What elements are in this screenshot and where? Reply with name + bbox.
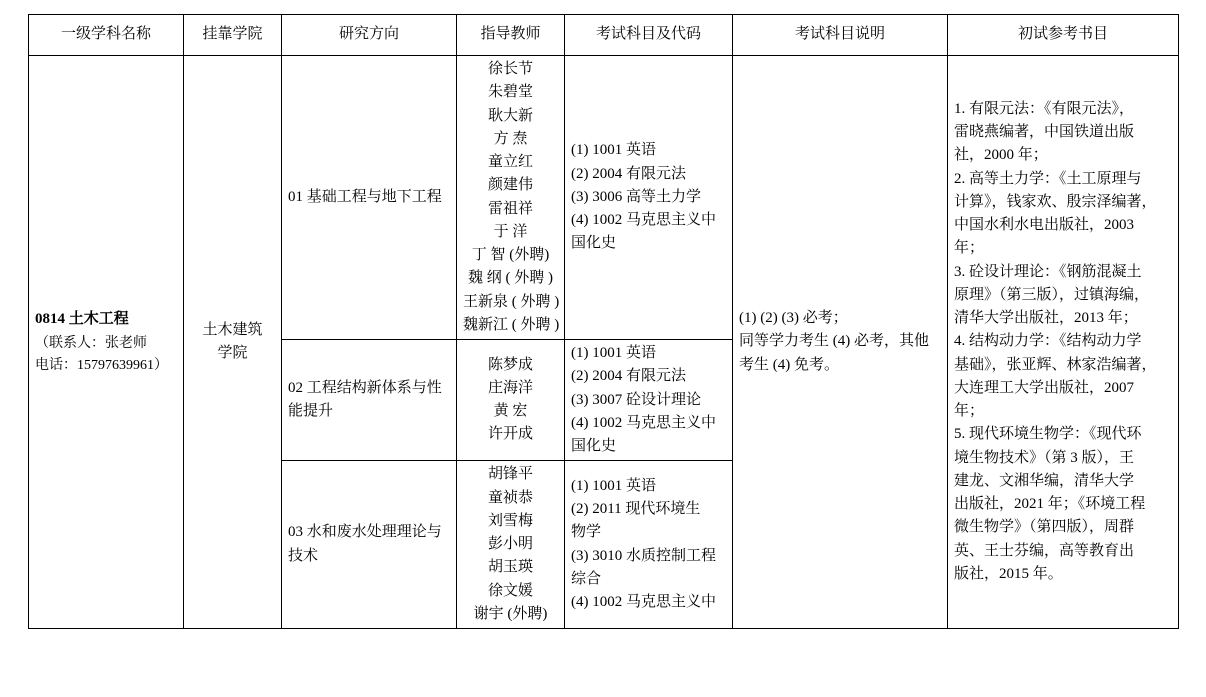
- subject-line: (3) 3007 砼设计理论: [571, 391, 701, 408]
- cell-teachers-02: [457, 340, 565, 461]
- college-line-2: 学院: [217, 345, 248, 361]
- teacher-name: 朱碧堂: [487, 84, 533, 101]
- discipline-name: 0814 土木工程: [35, 310, 129, 327]
- exam-note-line: (1) (2) (3) 必考；: [739, 310, 848, 327]
- book-line: 大连理工大学出版社，2007: [954, 379, 1135, 396]
- subject-line: (2) 2004 有限元法: [571, 368, 686, 385]
- teacher-name: 雷祖祥: [487, 200, 533, 217]
- book-line: 社，2000 年；: [954, 147, 1048, 164]
- book-line: 清华大学出版社，2013 年；: [954, 310, 1138, 327]
- subject-line: (2) 2011 现代环境生: [571, 501, 701, 518]
- book-line: 5. 现代环境生物学：《现代环: [954, 426, 1142, 443]
- book-line: 原理》（第三版），过镇海编，: [954, 286, 1150, 303]
- teacher-name: 黄 宏: [493, 403, 528, 420]
- book-line: 建龙、文湘华编，清华大学: [954, 472, 1135, 489]
- cell-subjects-01: [565, 56, 733, 340]
- teacher-name: 童立红: [487, 154, 533, 170]
- teacher-name: 童祯恭: [487, 489, 533, 506]
- subject-line: (2) 2004 有限元法: [571, 165, 686, 182]
- book-line: 计算》，钱家欢、殷宗泽编著，: [954, 193, 1157, 210]
- column-header-discipline: 一级学科名称: [29, 15, 184, 56]
- book-line: 境生物技术》（第 3 版），王: [954, 449, 1135, 466]
- cell-direction-03: 03 水和废水处理理论与技术: [282, 461, 457, 629]
- book-line: 2. 高等土力学：《土工原理与: [954, 170, 1142, 187]
- teacher-name: 许开成: [487, 426, 533, 443]
- teacher-name: 彭小明: [487, 536, 533, 552]
- teacher-name: 陈梦成: [487, 356, 533, 373]
- cell-teachers-03: [457, 461, 565, 629]
- cell-subjects-03: [565, 461, 733, 629]
- teacher-name: 胡玉瑛: [487, 559, 533, 576]
- subject-line: 物学: [571, 524, 602, 541]
- discipline-contact: （联系人：张老师: [35, 335, 147, 351]
- book-line: 1. 有限元法：《有限元法》，: [954, 100, 1135, 117]
- teacher-name: 方 焘: [493, 130, 528, 147]
- table-row: [29, 56, 1179, 340]
- column-header-books: 初试参考书目: [948, 15, 1179, 56]
- teacher-name: 谢宇 (外聘): [473, 605, 548, 622]
- cell-subjects-02: [565, 340, 733, 461]
- column-header-subjects: 考试科目及代码: [565, 15, 733, 56]
- teacher-name: 颜建伟: [487, 177, 533, 194]
- exam-note-line: 考生 (4) 免考。: [739, 356, 839, 373]
- subject-line: (1) 1001 英语: [571, 345, 656, 361]
- cell-discipline: [29, 56, 184, 629]
- teacher-name: 丁 智 (外聘): [471, 247, 550, 263]
- cell-exam-note: [733, 56, 948, 629]
- college-line-1: 土木建筑: [202, 321, 263, 338]
- book-line: 雷晓燕编著，中国铁道出版: [954, 124, 1135, 141]
- subject-line: 国化史: [571, 235, 617, 252]
- cell-direction-02: 02 工程结构新体系与性能提升: [282, 340, 457, 461]
- exam-note-line: 同等学力考生 (4) 必考，其他: [739, 333, 929, 350]
- subject-line: (4) 1002 马克思主义中: [571, 594, 716, 611]
- teacher-name: 耿大新: [487, 107, 533, 124]
- enrollment-table: [28, 14, 1179, 629]
- cell-direction-01: 01 基础工程与地下工程: [282, 56, 457, 340]
- book-line: 微生物学》（第四版），周群: [954, 519, 1135, 536]
- table-header-row: [29, 15, 1179, 56]
- column-header-subject-note: 考试科目说明: [733, 15, 948, 56]
- book-line: 版社，2015 年。: [954, 565, 1063, 582]
- discipline-phone: 电话：15797639961）: [35, 357, 168, 373]
- book-line: 中国水利水电出版社，2003: [954, 217, 1135, 234]
- teacher-name: 魏新江 ( 外聘 ): [463, 316, 560, 333]
- book-line: 年；: [954, 240, 985, 257]
- cell-college: [184, 56, 282, 629]
- subject-line: (3) 3010 水质控制工程: [571, 547, 716, 564]
- book-line: 4. 结构动力学：《结构动力学: [954, 333, 1142, 350]
- column-header-direction: 研究方向: [282, 15, 457, 56]
- subject-line: (3) 3006 高等土力学: [571, 188, 701, 205]
- teacher-name: 胡锋平: [487, 466, 533, 483]
- book-line: 基础》，张亚辉、林家浩编著，: [954, 356, 1157, 373]
- book-line: 英、王士芬编，高等教育出: [954, 542, 1135, 559]
- subject-line: 国化史: [571, 438, 617, 454]
- teacher-name: 王新泉 ( 外聘 ): [463, 293, 560, 310]
- teacher-name: 徐长节: [487, 61, 533, 77]
- subject-line: (1) 1001 英语: [571, 477, 656, 494]
- teacher-name: 魏 纲 ( 外聘 ): [468, 270, 553, 287]
- book-line: 3. 砼设计理论：《钢筋混凝土: [954, 263, 1142, 280]
- column-header-teacher: 指导教师: [457, 15, 565, 56]
- subject-line: (4) 1002 马克思主义中: [571, 212, 716, 229]
- book-line: 出版社，2021 年；《环境工程: [954, 496, 1146, 513]
- subject-line: (1) 1001 英语: [571, 142, 656, 159]
- teacher-name: 徐文媛: [487, 582, 533, 599]
- subject-line: 综合: [571, 570, 602, 587]
- teacher-name: 于 洋: [493, 223, 528, 240]
- book-line: 年；: [954, 403, 985, 420]
- column-header-college: 挂靠学院: [184, 15, 282, 56]
- subject-line: (4) 1002 马克思主义中: [571, 414, 716, 431]
- teacher-name: 刘雪梅: [487, 512, 533, 529]
- cell-teachers-01: [457, 56, 565, 340]
- cell-reference-books: [948, 56, 1179, 629]
- teacher-name: 庄海洋: [487, 379, 533, 396]
